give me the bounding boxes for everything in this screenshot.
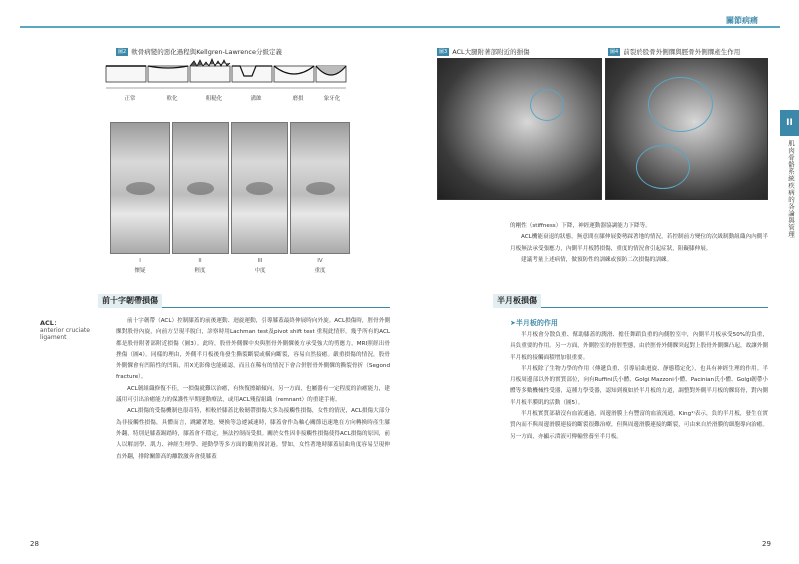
acl-paragraph: ACL損傷的受傷機制也很奇特，相較於膝蓋比較韌帶損傷大多為接觸性損傷，女性的情況，ACL損傷大部分為非接觸性損傷，具體而言，跳躍著地，變換等急遽減速時，膝蓋會作為軸心關節迅速地在方向轉換時產生膝外翻，特別是膝蓋踢踏時，膝蓋會不穩定，無法控制而受損。關於女性因非接觸性損傷使得ACL損傷的原因，前人以解剖學、肌力、神經生理學、運動學等多方面的觀角探討過。譬如，女性著地時膝蓋屈曲角度容易呈現伸直外翻，排除關節高的離散激奔會使膝蓋 bbox=[116, 408, 390, 460]
grade-label: 重度 bbox=[314, 268, 326, 274]
stage-label: 磨損 bbox=[292, 96, 304, 102]
right-intro-text bbox=[510, 221, 768, 266]
acl-section-title: 前十字韌帶損傷 bbox=[98, 294, 162, 308]
lesion-circle bbox=[530, 89, 564, 121]
intro-paragraph: ACL機能衰退的狀態，無意間在膝伸展姿勢踩著地的情況，若控制前方變位的次級制動組織內內側半月板無法承受張應力，內側半月板將損傷，重度的情況會引起症狀，阻礙膝伸展。 bbox=[510, 234, 768, 252]
stage-label: 正常 bbox=[124, 96, 136, 102]
cartilage-stage-wear bbox=[274, 66, 314, 82]
cartilage-stage-normal bbox=[106, 66, 146, 82]
meniscus-section-header bbox=[493, 294, 768, 308]
stage-label: 溝蝕 bbox=[250, 96, 262, 102]
acl-paragraph: ACL韌組織修復不佳，一損傷就難以治癒，有恢復擦縮傾向，另一方面，也屬器有一定程度的治癒能力，建議用可引出治癒能力的保護性早期運動療法，或用ACL殘留組織（remnant）的重建手術。 bbox=[116, 385, 390, 404]
stage-label: 象牙化 bbox=[323, 96, 341, 102]
grade-label: 懷疑 bbox=[134, 268, 146, 274]
page-number-right: 29 bbox=[762, 540, 771, 548]
fig2-caption bbox=[116, 47, 282, 56]
fig4-title: 前裂於股骨外側髁與脛骨外側髁產生作用 bbox=[623, 48, 741, 56]
knee-xray-grade-4 bbox=[290, 122, 350, 254]
cartilage-stage-eburnation bbox=[316, 66, 346, 82]
stage-label: 軟化 bbox=[166, 96, 178, 102]
grade-label: 中度 bbox=[254, 268, 266, 274]
stage-label: 粗糙化 bbox=[205, 96, 223, 102]
fig3-number: 圖3 bbox=[439, 48, 448, 55]
grade-number: IV bbox=[317, 258, 323, 264]
meniscus-subheading: ➤半月板的作用 bbox=[510, 319, 558, 327]
cartilage-stage-grooving bbox=[232, 66, 272, 82]
knee-xray-grade-3 bbox=[231, 122, 288, 254]
page-number-left: 28 bbox=[30, 540, 39, 548]
mri-bone-bruise bbox=[605, 58, 768, 200]
header-rule bbox=[20, 26, 780, 28]
grade-number: II bbox=[198, 258, 202, 264]
acl-side-note bbox=[40, 318, 100, 341]
fig3-title: ACL大腿附著部附近的損傷 bbox=[452, 48, 530, 56]
acl-section-header bbox=[98, 294, 390, 308]
knee-xray-grade-1 bbox=[110, 122, 170, 254]
grade-number: III bbox=[257, 258, 263, 264]
mri-acl-femoral-injury bbox=[437, 58, 602, 200]
acl-side-note-term: ACL： bbox=[40, 319, 61, 327]
fig2-number: 圖2 bbox=[118, 48, 127, 55]
fig4-number: 圖4 bbox=[610, 48, 619, 55]
meniscus-paragraph: 半月板除了生物力學的作用（傳遞負重、引導屈曲迴旋、靜態穩定化），也具有神經生理的作用。半月板周邊部以外的實質部位，向有Ruffini氏小體、Golgi Mazzoni小體、Pacinian氏小體、Golgi韌帶小體等多數機械性受器，這種力學受器，認知到複如於半月板的力道，調整對外側半月板的髁寫骨，對內側半月板半膜肌的活動（圖5）。 bbox=[510, 365, 768, 406]
section-tab[interactable]: II bbox=[780, 110, 799, 136]
meniscus-body-text bbox=[510, 330, 768, 443]
grade-label: 輕度 bbox=[194, 268, 206, 274]
intro-paragraph: 建議考量上述病情，做預防性的訓練或預防二次損傷的訓練。 bbox=[521, 256, 673, 263]
cartilage-stage-roughening bbox=[190, 59, 230, 82]
meniscus-paragraph: 半月板實質部藉沒有血液通過，周邊滑膜上有豐富的血液流通，King¹⁾表示，負的半月板，發生在實質內而不與周邊滑膜連接的斷裂很難治療，但與周邊滑膜連接的斷裂，可由來自於滑膜的細胞導向治癒。另一方面，亦顯示潰液可傳輸營養至半月板。 bbox=[510, 411, 768, 440]
acl-side-note-definition: anterior cruciate ligament bbox=[40, 327, 90, 341]
fig4-caption bbox=[608, 47, 740, 56]
lesion-circle bbox=[648, 77, 713, 132]
meniscus-paragraph: 半月板會分散負重、幫助膝蓋的潤滑、擔任舞蹈負重的內側腔室中，內側半月板承受50%的負重，具負重要的作用。另一方面，外側腔室的骨脛型態，由於脛骨外側髁突起對上股骨外側髁凸起，故讓外側半月板的接觸面積增加很重要。 bbox=[510, 332, 768, 361]
cartilage-stage-softening bbox=[148, 66, 188, 82]
grade-number: I bbox=[139, 258, 141, 264]
chapter-header-label: 關節病痛 bbox=[726, 16, 758, 25]
knee-xray-grade-2 bbox=[172, 122, 229, 254]
section-vertical-title: 肌肉骨骼系統疾病的各論與管理 bbox=[787, 140, 795, 238]
meniscus-section-title: 半月板損傷 bbox=[493, 294, 541, 308]
intro-line: 的剛性（stiffness）下降，神經運動器協調能力下降等。 bbox=[510, 223, 651, 229]
acl-paragraph: 前十字韌帶（ACL）控制膝蓋的前後運動、迴旋運動，引導膝蓋最終伸展時向外旋。ACL損傷時，脛骨外側髁對股骨內旋，向前方呈現半脫臼，診察時用Lachman test及pivot shift test 重現此情形。幾乎所有的ACL都是股骨附著部附近損傷（圖3）。此時，股骨外側髁中央與脛骨外側髁後方承受強大的剪應力，MRI照經出骨挫傷（圖4）。同樣的理由，外側半月板後角發生撕裂斷裂或橫向斷裂，容易自然接癒。嚴重損傷的情況，股骨外側髁會有凹陷性的凹陷，用X光影像也能確認，而且在稀有的情況下會合併脛骨外側髁的撕裂骨折（Segond fracture）。 bbox=[116, 318, 390, 381]
lesion-circle bbox=[636, 145, 690, 189]
cartilage-progression-diagram bbox=[102, 58, 348, 98]
fig2-title: 軟骨病變的惡化過程與Kellgren-Lawrence分級定義 bbox=[131, 48, 282, 56]
fig3-caption bbox=[437, 47, 530, 56]
acl-body-text bbox=[116, 316, 390, 463]
